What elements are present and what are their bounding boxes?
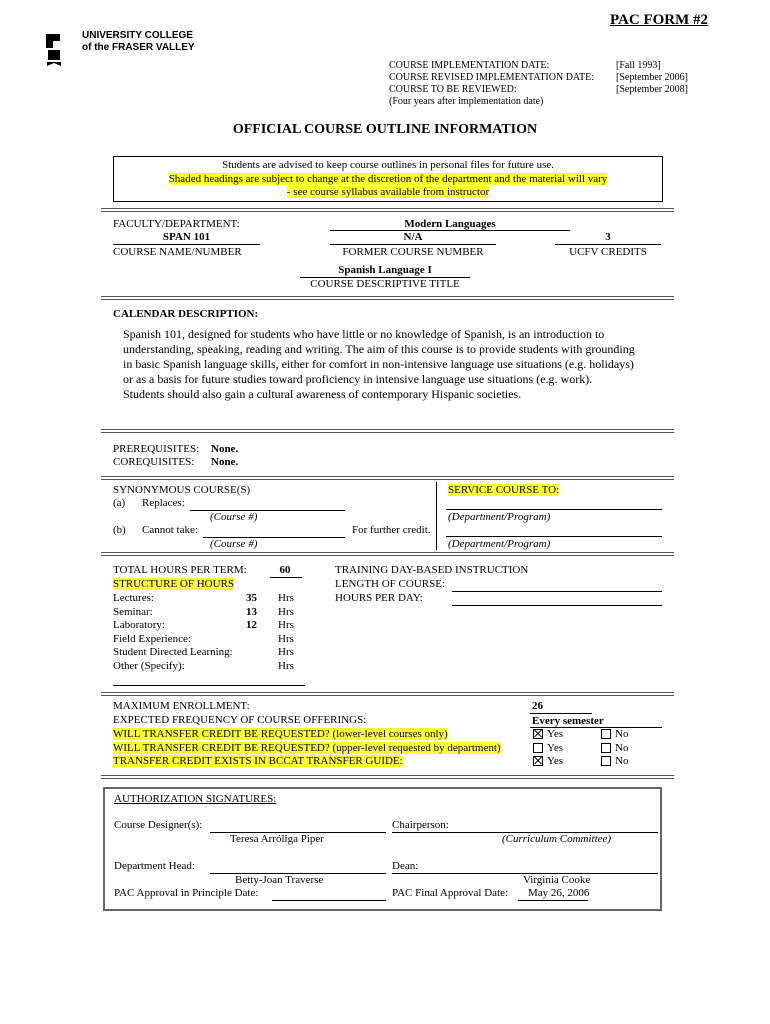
- yes-label: Yes: [547, 755, 564, 767]
- cannot-take-label: Cannot take:: [142, 524, 198, 536]
- transfer-label: WILL TRANSFER CREDIT BE REQUESTED? (lower-level courses only): [113, 728, 448, 740]
- further-credit-label: For further credit.: [352, 524, 431, 536]
- coreq-value: None.: [211, 456, 239, 468]
- frequency-label: EXPECTED FREQUENCY OF COURSE OFFERINGS:: [113, 714, 367, 726]
- service-hint-2: (Department/Program): [448, 538, 551, 550]
- date-value-revised: [September 2006]: [616, 72, 688, 83]
- hours-table: [113, 592, 313, 673]
- transfer-yes-checkbox[interactable]: [533, 756, 543, 766]
- calendar-line: in basic Spanish language skills, either for comfort in non-intensive language use situations (e.g. holidays): [123, 357, 634, 371]
- prereq-label: PREREQUISITES:: [113, 443, 200, 455]
- date-label-implementation: COURSE IMPLEMENTATION DATE:: [389, 60, 550, 71]
- head-value: Betty-Joan Traverse: [235, 874, 324, 886]
- course-name-label: COURSE NAME/NUMBER: [113, 246, 242, 258]
- calendar-line: Spanish 101, designed for students who have little or no knowledge of Spanish, is an introduction to: [123, 327, 605, 341]
- frequency-value: Every semester: [532, 715, 604, 727]
- hours-row: [113, 660, 313, 674]
- hours-unit: Hrs: [278, 619, 294, 631]
- transfer-label: TRANSFER CREDIT EXISTS IN BCCAT TRANSFER GUIDE:: [113, 755, 403, 767]
- credits-label: UCFV CREDITS: [569, 246, 647, 258]
- chair-value: (Curriculum Committee): [502, 833, 612, 845]
- former-course-value: N/A: [403, 231, 423, 243]
- logo: [44, 30, 204, 70]
- hours-row: [113, 606, 313, 620]
- signatures-heading: AUTHORIZATION SIGNATURES:: [114, 793, 277, 805]
- calendar-line: understanding, speaking, reading and writing. The aim of this course is to provide students with grounding: [123, 342, 635, 356]
- main-title: OFFICIAL COURSE OUTLINE INFORMATION: [232, 122, 538, 137]
- calendar-heading: CALENDAR DESCRIPTION:: [113, 308, 259, 320]
- hours-unit: Hrs: [278, 646, 294, 658]
- transfer-label: WILL TRANSFER CREDIT BE REQUESTED? (upper-level requested by department): [113, 742, 501, 754]
- hours-row-label: Other (Specify):: [113, 659, 185, 672]
- hours-row-label: Field Experience:: [113, 632, 191, 645]
- form-title: PAC FORM #2: [610, 12, 709, 28]
- yes-label: Yes: [547, 742, 564, 754]
- transfer-no-checkbox[interactable]: [601, 743, 611, 753]
- hours-row-label: Student Directed Learning:: [113, 646, 233, 658]
- length-field[interactable]: [452, 591, 662, 592]
- hours-unit: Hrs: [278, 605, 294, 618]
- no-label: No: [615, 755, 629, 767]
- hours-row: [113, 633, 313, 647]
- divider: [101, 775, 674, 779]
- pac-final-date-field[interactable]: [518, 900, 588, 901]
- other-specify-field[interactable]: [113, 685, 305, 686]
- hours-row-label: Lectures:: [113, 592, 154, 604]
- cannot-take-mark: (b): [113, 524, 126, 536]
- service-field-1[interactable]: [446, 509, 662, 510]
- yes-label: Yes: [547, 728, 564, 740]
- dean-label: Dean:: [392, 860, 419, 872]
- transfer-no-checkbox[interactable]: [601, 729, 611, 739]
- chair-label: Chairperson:: [392, 819, 449, 831]
- divider: [101, 208, 674, 212]
- calendar-line: or as a basis for future studies toward proficiency in intensive language use situations (e.g. work).: [123, 372, 593, 386]
- training-label: TRAINING DAY-BASED INSTRUCTION: [335, 564, 529, 576]
- date-label-revised: COURSE REVISED IMPLEMENTATION DATE:: [389, 72, 595, 83]
- hours-row: [113, 619, 313, 633]
- hours-row-value: 35: [246, 592, 257, 604]
- max-enrollment-label: MAXIMUM ENROLLMENT:: [113, 700, 250, 712]
- credits-value: 3: [605, 231, 611, 243]
- faculty-value: Modern Languages: [404, 218, 496, 230]
- head-label: Department Head:: [114, 860, 195, 872]
- max-enrollment-value: 26: [532, 700, 543, 712]
- replaces-mark: (a): [113, 497, 126, 509]
- logo-line1: UNIVERSITY COLLEGE: [82, 30, 193, 41]
- divider: [101, 692, 674, 696]
- ufv-logo-icon: [44, 32, 78, 68]
- total-hours-value: 60: [279, 564, 291, 576]
- date-value-implementation: [Fall 1993]: [616, 60, 661, 71]
- transfer-yes-checkbox[interactable]: [533, 729, 543, 739]
- pac-principle-date-field[interactable]: [272, 900, 386, 901]
- structure-heading: STRUCTURE OF HOURS: [113, 578, 235, 590]
- dean-value: Virginia Cooke: [523, 874, 591, 886]
- service-heading: SERVICE COURSE TO:: [448, 484, 560, 496]
- coreq-label: COREQUISITES:: [113, 456, 195, 468]
- pac-final-label: PAC Final Approval Date:: [392, 887, 509, 899]
- faculty-label: FACULTY/DEPARTMENT:: [113, 218, 240, 230]
- pac-final-value: May 26, 2006: [528, 887, 590, 899]
- course-name-value: SPAN 101: [162, 231, 211, 243]
- course-title-value: Spanish Language I: [338, 264, 432, 276]
- divider: [101, 296, 674, 300]
- divider: [101, 552, 674, 556]
- replaces-hint: (Course #): [210, 511, 258, 523]
- synonymous-heading: SYNONYMOUS COURSE(S): [113, 484, 251, 496]
- hours-row-label: Laboratory:: [113, 619, 165, 631]
- notice-line2: Shaded headings are subject to change at the discretion of the department and the material will vary: [168, 173, 608, 185]
- prereq-value: None.: [211, 443, 239, 455]
- hours-unit: Hrs: [278, 592, 294, 604]
- divider: [101, 429, 674, 433]
- notice-line1: Students are advised to keep course outlines in personal files for future use.: [221, 159, 555, 171]
- course-title-label: COURSE DESCRIPTIVE TITLE: [310, 278, 460, 290]
- former-course-label: FORMER COURSE NUMBER: [342, 246, 484, 258]
- notice-line3: - see course syllabus available from instructor: [286, 186, 490, 198]
- hours-row-label: Seminar:: [113, 605, 153, 618]
- replaces-label: Replaces:: [142, 497, 185, 509]
- date-value-review: [September 2008]: [616, 84, 688, 95]
- no-label: No: [615, 742, 629, 754]
- cannot-take-hint: (Course #): [210, 538, 258, 550]
- divider: [101, 476, 674, 480]
- hours-row: [113, 646, 313, 660]
- logo-line2: of the FRASER VALLEY: [82, 42, 195, 53]
- pac-principle-label: PAC Approval in Principle Date:: [114, 887, 259, 899]
- review-note: (Four years after implementation date): [389, 96, 544, 107]
- date-label-review: COURSE TO BE REVIEWED:: [389, 84, 517, 95]
- calendar-description: [123, 327, 635, 402]
- hours-row-value: 12: [246, 619, 257, 631]
- transfer-no-checkbox[interactable]: [601, 756, 611, 766]
- hours-unit: Hrs: [278, 659, 294, 672]
- designer-label: Course Designer(s):: [114, 819, 203, 831]
- length-label: LENGTH OF COURSE:: [335, 578, 446, 590]
- section-divider: [436, 482, 437, 550]
- service-field-2[interactable]: [446, 536, 662, 537]
- signatures-box: [103, 787, 662, 911]
- per-day-label: HOURS PER DAY:: [335, 592, 423, 604]
- total-hours-label: TOTAL HOURS PER TERM:: [113, 564, 247, 576]
- hours-unit: Hrs: [278, 632, 294, 645]
- hours-row: [113, 592, 313, 606]
- designer-value: Teresa Arróliga Piper: [230, 833, 324, 845]
- notice-box: [113, 156, 663, 202]
- calendar-line: Students should also gain a cultural awareness of contemporary Hispanic societies.: [123, 387, 522, 401]
- hours-row-value: 13: [246, 605, 257, 618]
- transfer-yes-checkbox[interactable]: [533, 743, 543, 753]
- no-label: No: [615, 728, 629, 740]
- per-day-field[interactable]: [452, 605, 662, 606]
- service-hint-1: (Department/Program): [448, 511, 551, 523]
